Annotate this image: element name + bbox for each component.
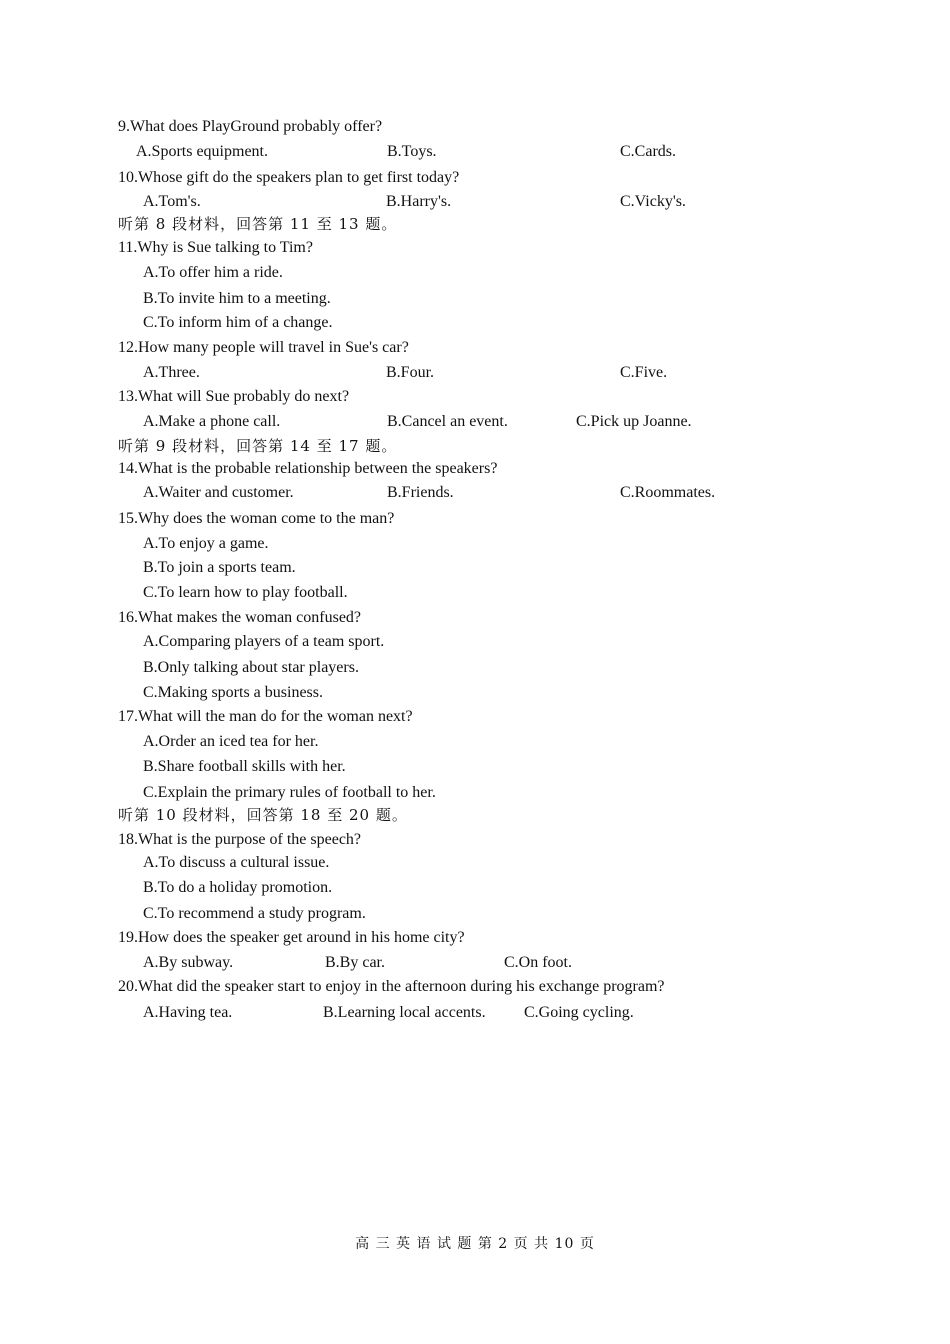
question-11: 11.Why is Sue talking to Tim? bbox=[118, 239, 313, 256]
section-heading: 听第 8 段材料，回答第 11 至 13 题。 bbox=[118, 215, 398, 233]
option-c: C.Five. bbox=[620, 364, 668, 381]
option-c: C.On foot. bbox=[504, 954, 572, 971]
option-c: C.Pick up Joanne. bbox=[576, 413, 692, 430]
option-b: B.Learning local accents. bbox=[323, 1004, 486, 1021]
option-c: C.Cards. bbox=[620, 143, 676, 160]
question-16: 16.What makes the woman confused? bbox=[118, 609, 362, 626]
option-a: A.Order an iced tea for her. bbox=[143, 733, 319, 750]
question-13: 13.What will Sue probably do next? bbox=[118, 388, 350, 405]
option-b: B.Four. bbox=[386, 364, 435, 381]
option-c: C.Explain the primary rules of football to her. bbox=[143, 784, 436, 801]
option-a: A.Sports equipment. bbox=[136, 143, 268, 160]
option-b: B.To join a sports team. bbox=[143, 559, 296, 576]
option-b: B.Friends. bbox=[387, 484, 454, 501]
question-15: 15.Why does the woman come to the man? bbox=[118, 510, 395, 527]
option-b: B.To do a holiday promotion. bbox=[143, 879, 333, 896]
option-b: B.To invite him to a meeting. bbox=[143, 290, 331, 307]
option-a: A.Three. bbox=[143, 364, 200, 381]
option-b: B.Share football skills with her. bbox=[143, 758, 346, 775]
question-10: 10.Whose gift do the speakers plan to get first today? bbox=[118, 169, 460, 186]
option-c: C.Making sports a business. bbox=[143, 684, 323, 701]
option-c: C.Vicky's. bbox=[620, 193, 686, 210]
option-c: C.Going cycling. bbox=[524, 1004, 634, 1021]
option-a: A.Comparing players of a team sport. bbox=[143, 633, 385, 650]
option-c: C.To inform him of a change. bbox=[143, 314, 333, 331]
option-b: B.Harry's. bbox=[386, 193, 452, 210]
question-20: 20.What did the speaker start to enjoy in the afternoon during his exchange program? bbox=[118, 978, 665, 995]
option-a: A.Tom's. bbox=[143, 193, 201, 210]
question-17: 17.What will the man do for the woman next? bbox=[118, 708, 413, 725]
option-a: A.Having tea. bbox=[143, 1004, 233, 1021]
question-18: 18.What is the purpose of the speech? bbox=[118, 831, 362, 848]
option-b: B.Toys. bbox=[387, 143, 437, 160]
option-b: B.Only talking about star players. bbox=[143, 659, 359, 676]
option-a: A.To discuss a cultural issue. bbox=[143, 854, 330, 871]
option-b: B.Cancel an event. bbox=[387, 413, 508, 430]
option-a: A.By subway. bbox=[143, 954, 234, 971]
option-c: C.Roommates. bbox=[620, 484, 716, 501]
option-a: A.Make a phone call. bbox=[143, 413, 281, 430]
option-a: A.Waiter and customer. bbox=[143, 484, 294, 501]
question-19: 19.How does the speaker get around in his home city? bbox=[118, 929, 465, 946]
option-c: C.To learn how to play football. bbox=[143, 584, 348, 601]
question-14: 14.What is the probable relationship between the speakers? bbox=[118, 460, 498, 477]
option-a: A.To offer him a ride. bbox=[143, 264, 283, 281]
question-9: 9.What does PlayGround probably offer? bbox=[118, 118, 383, 135]
option-a: A.To enjoy a game. bbox=[143, 535, 269, 552]
question-12: 12.How many people will travel in Sue's car? bbox=[118, 339, 409, 356]
section-heading: 听第 9 段材料，回答第 14 至 17 题。 bbox=[118, 437, 398, 455]
section-heading: 听第 10 段材料，回答第 18 至 20 题。 bbox=[118, 806, 408, 824]
page-footer: 高 三 英 语 试 题 第 2 页 共 10 页 bbox=[355, 1236, 595, 1252]
option-c: C.To recommend a study program. bbox=[143, 905, 366, 922]
option-b: B.By car. bbox=[325, 954, 385, 971]
